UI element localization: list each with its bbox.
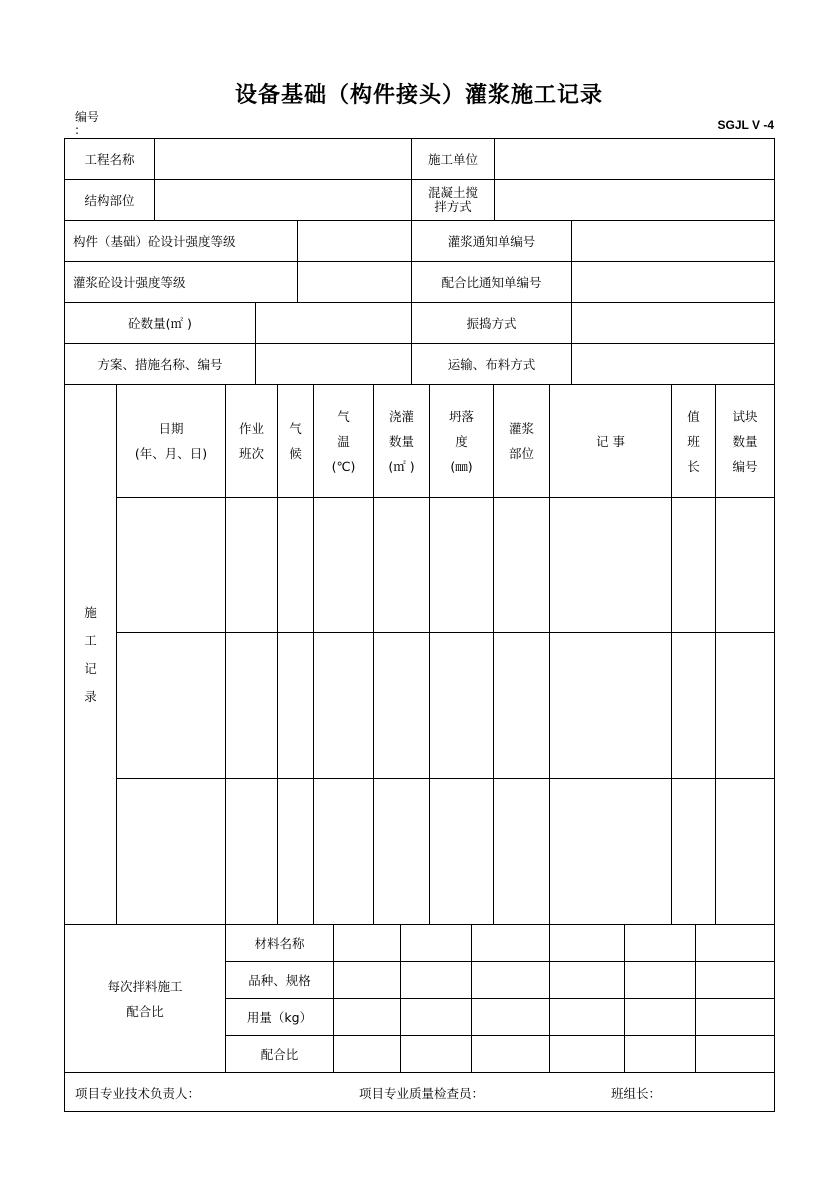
mix-cell[interactable] bbox=[333, 924, 401, 962]
mix-notice-field[interactable] bbox=[571, 261, 775, 303]
record-cell[interactable] bbox=[715, 497, 775, 633]
project-name-field[interactable] bbox=[154, 138, 412, 180]
record-cell[interactable] bbox=[671, 778, 716, 925]
record-cell[interactable] bbox=[277, 778, 314, 925]
record-cell[interactable] bbox=[715, 632, 775, 779]
mix-cell[interactable] bbox=[695, 961, 775, 999]
mix-cell[interactable] bbox=[624, 961, 696, 999]
mix-cell[interactable] bbox=[333, 1035, 401, 1073]
plan-name-field[interactable] bbox=[255, 343, 412, 385]
mix-cell[interactable] bbox=[624, 924, 696, 962]
grout-notice-label: 灌浆通知单编号 bbox=[411, 220, 572, 262]
record-header-5: 坍落 度 (㎜) bbox=[429, 384, 494, 498]
record-cell[interactable] bbox=[715, 778, 775, 925]
record-cell[interactable] bbox=[277, 497, 314, 633]
mix-cell[interactable] bbox=[471, 924, 550, 962]
member-strength-field[interactable] bbox=[297, 220, 412, 262]
mix-row-label: 品种、规格 bbox=[225, 961, 334, 999]
transport-method-field[interactable] bbox=[571, 343, 775, 385]
record-cell[interactable] bbox=[429, 632, 494, 779]
mix-cell[interactable] bbox=[400, 998, 472, 1036]
record-cell[interactable] bbox=[225, 778, 278, 925]
mixing-method-label: 混凝土搅 拌方式 bbox=[411, 179, 495, 221]
record-cell[interactable] bbox=[549, 632, 672, 779]
mix-cell[interactable] bbox=[471, 998, 550, 1036]
mix-cell[interactable] bbox=[549, 998, 625, 1036]
page-title: 设备基础（构件接头）灌浆施工记录 bbox=[234, 83, 603, 108]
grout-strength-field[interactable] bbox=[297, 261, 412, 303]
mix-cell[interactable] bbox=[400, 1035, 472, 1073]
mix-cell[interactable] bbox=[624, 998, 696, 1036]
record-cell[interactable] bbox=[313, 778, 374, 925]
mix-cell[interactable] bbox=[695, 1035, 775, 1073]
structure-part-label: 结构部位 bbox=[64, 179, 155, 221]
mix-cell[interactable] bbox=[549, 924, 625, 962]
record-cell[interactable] bbox=[429, 497, 494, 633]
record-cell[interactable] bbox=[116, 632, 226, 779]
mix-cell[interactable] bbox=[333, 961, 401, 999]
vibration-method-field[interactable] bbox=[571, 302, 775, 344]
mix-cell[interactable] bbox=[549, 961, 625, 999]
mix-cell[interactable] bbox=[695, 924, 775, 962]
record-cell[interactable] bbox=[373, 778, 430, 925]
record-cell[interactable] bbox=[373, 632, 430, 779]
record-cell[interactable] bbox=[277, 632, 314, 779]
record-cell[interactable] bbox=[116, 778, 226, 925]
record-cell[interactable] bbox=[493, 778, 550, 925]
mix-notice-label: 配合比通知单编号 bbox=[411, 261, 572, 303]
record-cell[interactable] bbox=[429, 778, 494, 925]
mix-row-label: 材料名称 bbox=[225, 924, 334, 962]
record-cell[interactable] bbox=[671, 632, 716, 779]
grout-strength-label: 灌浆砼设计强度等级 bbox=[64, 261, 298, 303]
record-header-7: 记 事 bbox=[549, 384, 672, 498]
code-label: 编号 : bbox=[75, 110, 100, 137]
mix-cell[interactable] bbox=[471, 1035, 550, 1073]
record-cell[interactable] bbox=[493, 497, 550, 633]
structure-part-field[interactable] bbox=[154, 179, 412, 221]
mix-section-label: 每次拌料施工 配合比 bbox=[64, 924, 226, 1073]
record-cell[interactable] bbox=[493, 632, 550, 779]
record-cell[interactable] bbox=[116, 497, 226, 633]
member-strength-label: 构件（基础）砼设计强度等级 bbox=[64, 220, 298, 262]
record-section-label: 施 工 记 录 bbox=[64, 384, 117, 925]
mix-cell[interactable] bbox=[695, 998, 775, 1036]
mix-cell[interactable] bbox=[400, 924, 472, 962]
concrete-qty-field[interactable] bbox=[255, 302, 412, 344]
construction-unit-label: 施工单位 bbox=[411, 138, 495, 180]
plan-name-label: 方案、措施名称、编号 bbox=[64, 343, 256, 385]
record-cell[interactable] bbox=[225, 497, 278, 633]
mix-cell[interactable] bbox=[333, 998, 401, 1036]
vibration-method-label: 振捣方式 bbox=[411, 302, 572, 344]
record-cell[interactable] bbox=[671, 497, 716, 633]
record-header-2: 气 候 bbox=[277, 384, 314, 498]
project-name-label: 工程名称 bbox=[64, 138, 155, 180]
mix-row-label: 用量（kg） bbox=[225, 998, 334, 1036]
team-leader-label: 班组长： bbox=[611, 1086, 662, 1101]
grout-notice-field[interactable] bbox=[571, 220, 775, 262]
record-cell[interactable] bbox=[313, 632, 374, 779]
mix-cell[interactable] bbox=[624, 1035, 696, 1073]
mix-cell[interactable] bbox=[400, 961, 472, 999]
record-header-1: 作业 班次 bbox=[225, 384, 278, 498]
record-cell[interactable] bbox=[549, 778, 672, 925]
form-id: SGJL V -4 bbox=[717, 118, 774, 132]
mix-row-label: 配合比 bbox=[225, 1035, 334, 1073]
record-cell[interactable] bbox=[549, 497, 672, 633]
record-header-9: 试块 数量 编号 bbox=[715, 384, 775, 498]
record-header-0: 日期 (年、月、日) bbox=[116, 384, 226, 498]
record-cell[interactable] bbox=[313, 497, 374, 633]
concrete-qty-label: 砼数量(㎡ ) bbox=[64, 302, 256, 344]
record-header-8: 值 班 长 bbox=[671, 384, 716, 498]
record-header-4: 浇灌 数量 (㎡ ) bbox=[373, 384, 430, 498]
mix-cell[interactable] bbox=[471, 961, 550, 999]
record-cell[interactable] bbox=[225, 632, 278, 779]
quality-inspector-label: 项目专业质量检查员： bbox=[359, 1086, 485, 1101]
mixing-method-field[interactable] bbox=[494, 179, 775, 221]
mix-cell[interactable] bbox=[549, 1035, 625, 1073]
transport-method-label: 运输、布料方式 bbox=[411, 343, 572, 385]
record-header-3: 气 温 (℃) bbox=[313, 384, 374, 498]
tech-lead-label: 项目专业技术负责人： bbox=[75, 1086, 201, 1101]
record-header-6: 灌浆 部位 bbox=[493, 384, 550, 498]
construction-unit-field[interactable] bbox=[494, 138, 775, 180]
record-cell[interactable] bbox=[373, 497, 430, 633]
